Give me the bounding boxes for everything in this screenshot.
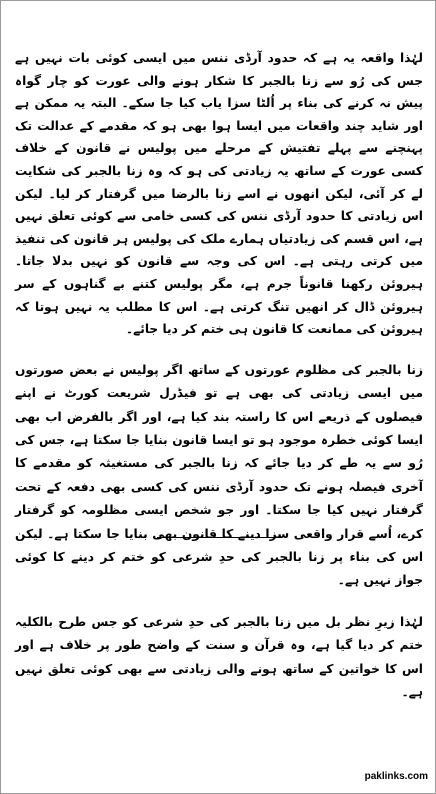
article-body [15,47,423,722]
section-divider [157,537,282,538]
paragraph-1: لہٰذا واقعہ یہ ہے کہ حدود آرڈی ننس میں ایسی کوئی بات نہیں ہے جس کی رُو سے زنا بالجبر کا شکار ہونے والی عورت کو چار گواہ پیش نہ کرنے کی بناء پر اُلٹا سزا یاب کیا جا سکے۔ البتہ یہ ممکن ہے اور شاید چند واقعات میں ایسا ہوا بھی ہو کہ مقدمے کے عدالت تک پہنچنے سے پہلے تفتیش کے مرحلے میں پولیس نے قانون کے خلاف کسی عورت کے ساتھ یہ زیادتی کی ہو کہ وہ زنا بالجبر کی شکایت لے کر آئی، لیکن انھوں نے اسے زنا بالرضا میں گرفتار کر لیا۔ لیکن اس زیادتی کا حدود آرڈی ننس کی کسی خامی سے کوئی تعلق نہیں ہے، اس قسم کی زیادتیاں ہمارے ملک کی پولیس ہر قانون کی تنفیذ میں کرتی رہتی ہے۔ اس کی وجہ سے قانون کو نہیں بدلا جاتا۔ ہیروئن رکھنا قانوناً جرم ہے، مگر پولیس کتنے بے گناہوں کے سر ہیروئن ڈال کر انھیں تنگ کرتی ہے۔ اس کا مطلب یہ نہیں ہوتا کہ ہیروئن کی ممانعت کا قانون ہی ختم کر دیا جائے۔ [15,51,423,337]
paragraph-2: زنا بالجبر کی مظلوم عورتوں کے ساتھ اگر پولیس نے بعض صورتوں میں ایسی زیادتی کی بھی ہے تو فیڈرل شریعت کورٹ نے اپنے فیصلوں کے ذریعے اس کا راستہ بند کیا ہے، اور اگر بالفرض اب بھی ایسا کوئی خطرہ موجود ہو تو ایسا قانون بنایا جا سکتا ہے، جس کی رُو سے یہ طے کر دیا جائے کہ زنا بالجبر کی مستغیثہ کو مقدمے کا آخری فیصلہ ہونے تک حدود آرڈی ننس کی کسی بھی دفعہ کے تحت گرفتار نہیں کیا جا سکتا۔ اور جو شخص ایسی مظلومہ کو گرفتار کرے، اُسے قرار واقعی سزا دینے کا قانون بھی بنایا جا سکتا ہے۔ لیکن اس کی بناء پر زنا بالجبر کی حدِ شرعی کو ختم کر دینے کا کوئی جواز نہیں ہے۔ [15,362,423,588]
footer-site-label: paklinks.com [364,771,428,782]
paragraph-3: لہٰذا زیرِ نظر بل میں زنا بالجبر کی حدِ شرعی کو جس طرح بالکلیہ ختم کر دیا گیا ہے، وہ قرآن و سنت کے واضح طور پر خلاف ہے اور اس کا خواتین کے ساتھ ہونے والی زیادتی سے بھی کوئی تعلق نہیں ہے۔ [15,614,423,699]
